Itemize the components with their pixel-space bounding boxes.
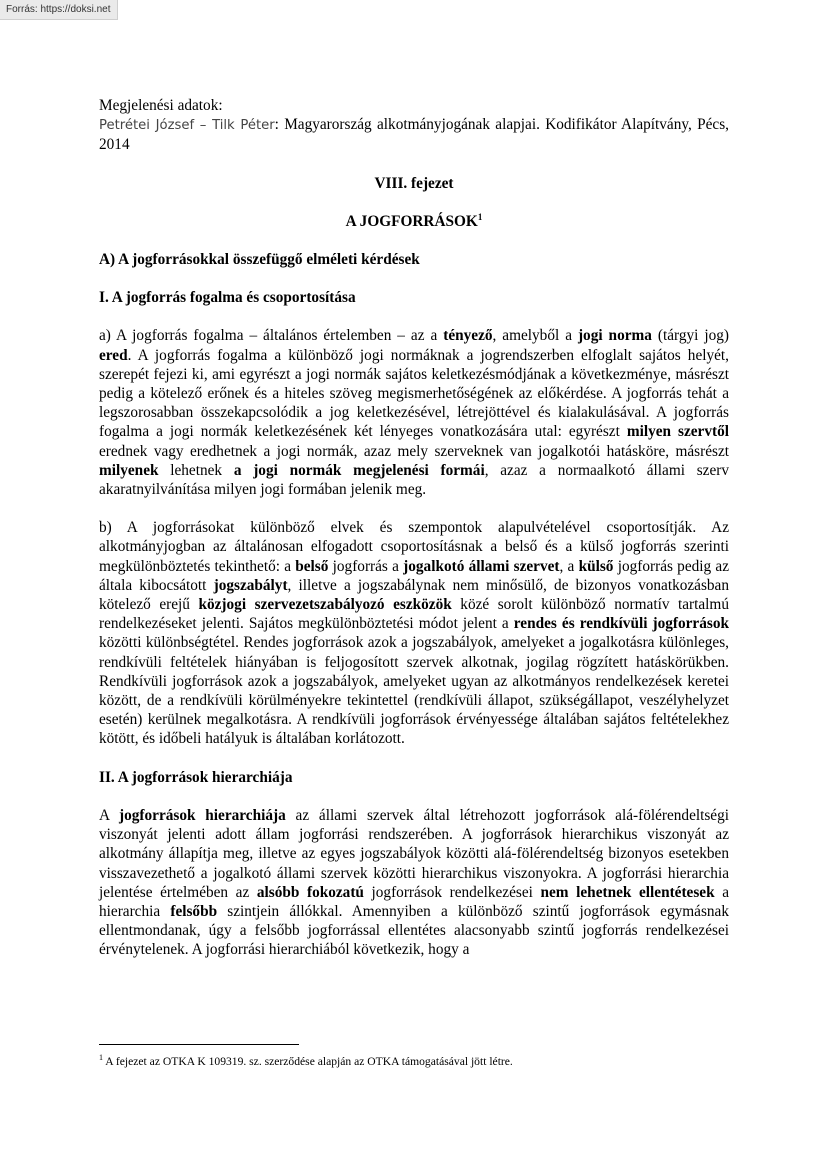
body-text: közötti különbségtétel. Rendes jogforrások azok a jogszabályok, amelyeket a jogalkotásra különleges, rendkívüli feltételek hiányában is feljogosított szervek alkotnak, jogilag rögzített hatáskörükben. Rendkívüli jogforrások azok a jogszabályok, amelyeket ugyan az alkotmányos rendelkezések keretei között, de a rendkívüli körülményekre tekintettel (rendkívüli állapot, szükségállapot, veszélyhelyzet esetén) kerülnek megalkotásra. A rendkívüli jogforrások érvényessége általában sajátos feltételekhez kötött, és időbeli hatályuk is általában korlátozott. [99,634,729,748]
section-1-heading: I. A jogforrás fogalma és csoportosítása [99,289,356,307]
body-text: lehetnek [158,461,234,479]
emphasis-text: a jogi normák megjelenési formái [233,461,485,479]
emphasis-text: közjogi szervezetszabályozó eszközök [198,596,452,614]
emphasis-text: jogalkotó állami szervet [403,557,560,575]
emphasis-text: jogi norma [577,327,652,345]
paragraph-b [99,518,729,748]
publication-authors: Petrétei József – Tilk Péter [99,118,275,134]
section-a-heading: A) A jogforrásokkal összefüggő elméleti kérdések [99,251,420,269]
footnote [99,1055,729,1069]
body-text: erednek vagy eredhetnek a jogi normák, azaz mely szerveknek van jogalkotói hatásköre, másrészt [99,442,729,460]
emphasis-text: külső [578,557,614,575]
body-text: (tárgyi jog) [651,327,729,345]
body-text: a hierarchia [99,883,729,920]
body-text: az állami szervek által létrehozott jogforrások alá-fölérendeltségi viszonyát jelenti adott állam jogforrási rendszerében. A jogforrások hierarchikus viszonyát az alkotmány állapítja meg, illetve az egyes jogszabályok közötti alá-fölérendeltség bizonyos esetekben visszavezethető a jogalkotó állami szervek közötti hierarchikus viszonyokra. A jogforrási hierarchia jelentése értelmében az [99,806,729,901]
emphasis-text: jogforrások hierarchiája [119,806,286,824]
emphasis-text: milyen szervtől [626,423,729,441]
body-text: , illetve a jogszabálynak nem minősülő, de bizonyos vonatkozásban kötelező erejű [99,576,729,614]
chapter-title-text: A JOGFORRÁSOK [345,212,478,230]
body-text: a) A jogforrás fogalma – általános értelemben – az a [99,327,444,345]
body-text: közé sorolt különböző normatív tartalmú rendelkezéseket jelenti. Sajátos megkülönböztetési módot jelent a [99,596,729,633]
body-text: b) A jogforrásokat különböző elvek és szempontok alapulvételével csoportosítják. Az alkotmányjogban az általánosan elfogadott csoportosításnak a belső és a külső jogforrás szerinti megkülönböztetés tekinthető: a [99,519,729,575]
body-text: , azaz a normaalkotó állami szerv akaratnyilvánítása milyen jogi formában jelenik meg. [99,461,729,499]
body-text: jogforrás a [328,557,404,575]
publication-citation [99,115,729,154]
body-text: szintjein állókkal. Amennyiben a különböző szintű jogforrások egymásnak ellentmondanak, úgy a felsőbb jogforrással ellentétes alacsonyabb szintű jogforrás rendelkezései érvénytelenek. A jogforrási hierarchiából következik, hogy a [99,902,729,959]
source-watermark: Forrás: https://doksi.net [0,0,118,20]
body-text: , a [559,557,579,575]
emphasis-text: alsóbb fokozatú [256,883,364,901]
emphasis-text: tényező [443,327,493,345]
body-text: , amelyből a [492,327,578,345]
body-text: A [99,806,120,824]
emphasis-text: milyenek [99,461,159,479]
footnote-reference[interactable]: 1 [477,211,483,222]
body-text: jogforrások rendelkezései [363,883,541,901]
publication-label: Megjelenési adatok: [99,97,223,114]
emphasis-text: belső [295,557,329,575]
emphasis-text: ered [99,346,128,364]
chapter-title [99,212,729,231]
publication-details: : Magyarország alkotmányjogának alapjai. Kodifikátor Alapítvány, Pécs, 2014 [99,116,729,154]
paragraph-hierarchy [99,806,729,960]
footnote-text: A fejezet az OTKA K 109319. sz. szerződése alapján az OTKA támogatásával jött létre. [103,1055,513,1068]
body-text: jogforrás pedig az általa kibocsátott [99,557,729,594]
emphasis-text: rendes és rendkívüli jogforrások [513,615,729,633]
footnote-mark: 1 [99,1053,103,1063]
paragraph-a [99,326,729,499]
document-page [99,96,729,960]
footnote-separator [99,1044,299,1045]
body-text: . A jogforrás fogalma a különböző jogi normáknak a jogrendszerben elfoglalt sajátos helyét, szerepét fejezi ki, ami egyrészt a jogi normák sajátos keletkezésmódjának a következménye, másrészt pedig a kötelező erőnek és a hiteles szöveg megismerhetőségének az előkérdése. A jogforrás tehát a legszorosabban összekapcsolódik a jog keletkezésével, létrejöttével és kialakulásával. A jogforrás fogalma a jogi normák keletkezésének két lényeges vonatkozására utal: egyrészt [99,346,729,441]
section-2-heading: II. A jogforrások hierarchiája [99,768,293,786]
emphasis-text: nem lehetnek ellentétesek [540,883,715,901]
emphasis-text: jogszabályt [213,576,288,594]
emphasis-text: felsőbb [170,902,218,920]
chapter-number: VIII. fejezet [374,174,454,192]
